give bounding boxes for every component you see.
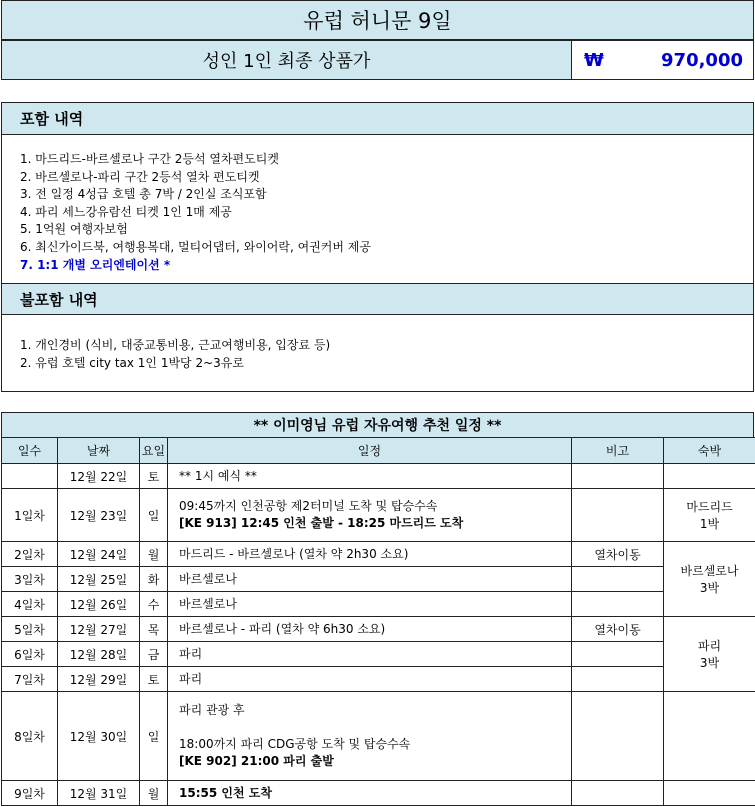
col-header-note: 비고 [572,438,664,464]
day-cell: 7일차 [2,667,58,692]
note-cell [572,781,664,806]
lodging-nights: 3박 [699,656,720,670]
list-item: 5. 1억원 여행자보험 [20,222,128,237]
table-row [2,489,755,542]
note-cell [572,592,664,617]
weekday-cell: 월 [140,781,168,806]
day-cell: 4일차 [2,592,58,617]
list-item: 1. 개인경비 (식비, 대중교통비용, 근교여행비용, 입장료 등) [20,338,331,352]
col-header-plan: 일정 [168,438,572,464]
lodging-cell [664,489,755,542]
note-cell [572,692,664,781]
lodging-nights: 1박 [699,517,720,531]
date-cell: 12월 22일 [58,464,140,489]
weekday-cell: 수 [140,592,168,617]
note-cell: 열차이동 [572,617,664,642]
included-list [20,151,371,274]
lodging-cell [664,464,755,489]
list-item: 1. 마드리드-바르셀로나 구간 2등석 열차편도티켓 [20,152,279,166]
plan-cell [168,692,572,781]
price-label-cell [1,40,572,80]
day-cell: 6일차 [2,642,58,667]
day-cell: 8일차 [2,692,58,781]
col-header-date: 날짜 [58,438,140,464]
lodging-city: 바르셀로나 [680,564,739,578]
lodging-city: 파리 [697,639,722,653]
lodging-cell [664,542,755,617]
date-cell: 12월 27일 [58,617,140,642]
plan-cell: 파리 [168,642,572,667]
table-row [2,464,755,489]
weekday-cell: 일 [140,489,168,542]
weekday-cell: 금 [140,642,168,667]
list-item: 2. 바르셀로나-파리 구간 2등석 열차 편도티켓 [20,169,260,184]
page-title [1,0,754,40]
plan-line: 09:45까지 인천공항 제2터미널 도착 및 탑승수속 [179,499,438,513]
list-item-highlight: 7. 1:1 개별 오리엔테이션 * [20,257,171,272]
schedule-table [1,437,755,806]
plan-cell: 바르셀로나 - 파리 (열차 약 6h30 소요) [168,617,572,642]
plan-cell: 15:55 인천 도착 [168,781,572,806]
day-cell: 1일차 [2,489,58,542]
date-cell: 12월 25일 [58,567,140,592]
note-cell [572,667,664,692]
table-row [2,781,755,806]
day-cell: 9일차 [2,781,58,806]
day-cell: 3일차 [2,567,58,592]
day-cell [2,464,58,489]
table-header-row [2,438,755,464]
excluded-list [20,337,330,372]
lodging-cell [664,781,755,806]
weekday-cell: 토 [140,464,168,489]
date-cell: 12월 28일 [58,642,140,667]
table-row [2,592,755,617]
plan-cell [168,489,572,542]
lodging-nights: 3박 [699,581,720,595]
weekday-cell: 월 [140,542,168,567]
flight-line: [KE 902] 21:00 파리 출발 [179,754,334,768]
list-item: 3. 전 일정 4성급 호텔 총 7박 / 2인실 조식포함 [20,187,267,202]
plan-cell: 마드리드 - 바르셀로나 (열차 약 2h30 소요) [168,542,572,567]
day-cell: 5일차 [2,617,58,642]
date-cell: 12월 30일 [58,692,140,781]
lodging-cell [664,617,755,692]
col-header-weekday: 요일 [140,438,168,464]
weekday-cell: 토 [140,667,168,692]
weekday-cell: 일 [140,692,168,781]
note-cell [572,464,664,489]
price-amount: 970,000 [661,50,743,71]
plan-cell: 바르셀로나 [168,592,572,617]
list-item: 2. 유럽 호텔 city tax 1인 1박당 2~3유로 [20,355,244,370]
excluded-heading: 불포함 내역 [2,283,753,315]
note-cell [572,642,664,667]
note-cell: 열차이동 [572,542,664,567]
date-cell: 12월 31일 [58,781,140,806]
included-heading: 포함 내역 [2,103,753,135]
date-cell: 12월 24일 [58,542,140,567]
note-cell [572,567,664,592]
plan-cell: 바르셀로나 [168,567,572,592]
table-row [2,542,755,567]
title-text: 유럽 허니문 9일 [303,9,452,33]
weekday-cell: 목 [140,617,168,642]
plan-cell: 파리 [168,667,572,692]
currency-symbol: ₩ [584,50,604,71]
price-label: 성인 1인 최종 상품가 [202,51,371,72]
date-cell: 12월 29일 [58,667,140,692]
col-header-lodging: 숙박 [664,438,755,464]
plan-line: 파리 관광 후 [179,703,245,717]
lodging-city: 마드리드 [686,500,733,514]
note-cell [572,489,664,542]
table-row [2,642,755,667]
plan-cell: ** 1시 예식 ** [168,464,572,489]
weekday-cell: 화 [140,567,168,592]
schedule-title-text: ** 이미영님 유럽 자유여행 추천 일정 ** [253,418,502,434]
inclusions-box [1,102,754,392]
flight-line: [KE 913] 12:45 인천 출발 - 18:25 마드리드 도착 [179,516,464,530]
price-cell [571,40,754,80]
day-cell: 2일차 [2,542,58,567]
plan-line: 18:00까지 파리 CDG공항 도착 및 탑승수속 [179,737,411,751]
table-row [2,567,755,592]
date-cell: 12월 23일 [58,489,140,542]
list-item: 4. 파리 세느강유람선 티켓 1인 1매 제공 [20,204,232,219]
table-row [2,617,755,642]
schedule-title [1,412,754,438]
date-cell: 12월 26일 [58,592,140,617]
table-row [2,667,755,692]
table-row [2,692,755,781]
lodging-cell [664,692,755,781]
list-item: 6. 최신가이드북, 여행용복대, 멀티어댑터, 와이어락, 여권커버 제공 [20,239,371,254]
col-header-day: 일수 [2,438,58,464]
